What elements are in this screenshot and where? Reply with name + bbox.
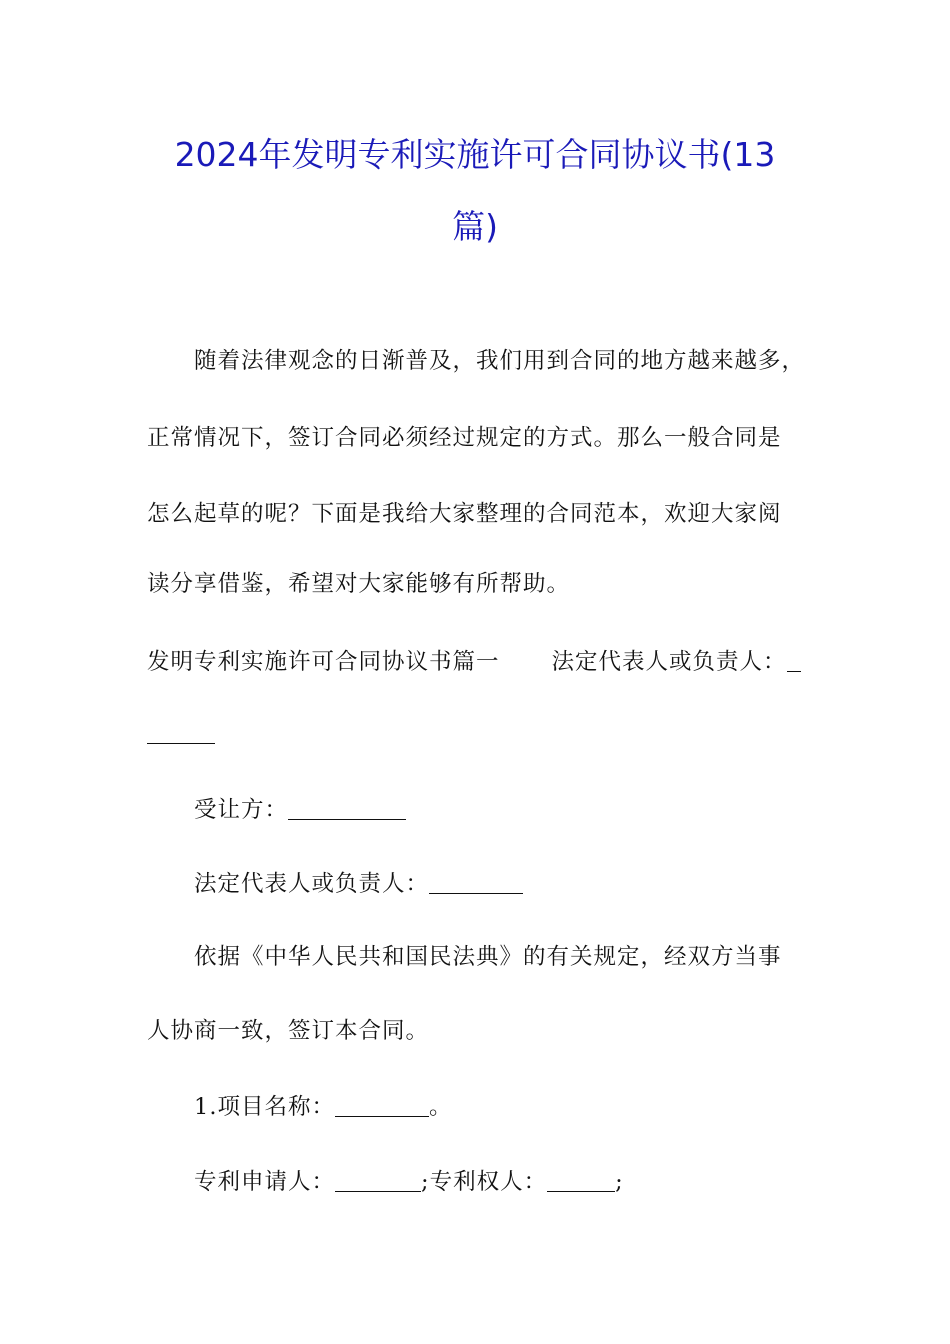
intro-line-3: 怎么起草的呢？下面是我给大家整理的合同范本，欢迎大家阅 [147,501,782,527]
licensee-row [194,796,406,824]
intro-line-1: 随着法律观念的日渐普及，我们用到合同的地方越来越多， [194,348,806,374]
patentee-label: ;专利权人： [421,1169,548,1195]
item1-end: 。 [428,1094,453,1120]
applicant-blank [335,1171,421,1192]
basis-line-1: 依据《中华人民共和国民法典》的有关规定，经双方当事 [194,944,782,970]
item1-row [194,1093,452,1121]
patentee-end: ; [615,1169,624,1195]
intro-line-4: 读分享借鉴，希望对大家能够有所帮助。 [147,571,571,597]
legal-rep-blank-2 [429,873,523,894]
licensee-label: 受让方： [194,797,289,823]
document-title-line-2: 篇) [452,207,498,246]
intro-line-2: 正常情况下，签订合同必须经过规定的方式。那么一般合同是 [147,425,782,451]
legal-rep-row-2 [194,870,523,898]
legal-rep-continuation [147,720,215,748]
licensee-blank [288,799,406,820]
legal-rep-blank-1a [787,651,801,672]
applicant-label: 专利申请人： [194,1169,336,1195]
patentee-blank [547,1171,615,1192]
legal-rep-blank-1b [147,723,215,744]
applicant-row [194,1168,624,1196]
basis-line-2: 人协商一致，签订本合同。 [147,1018,430,1044]
section-heading-row [147,648,801,676]
legal-rep-label-1: 法定代表人或负责人： [551,649,787,675]
legal-rep-label-2: 法定代表人或负责人： [194,871,430,897]
document-title-line-1: 2024年发明专利实施许可合同协议书(13 [174,135,776,174]
item1-label: 1.项目名称： [194,1094,335,1120]
item1-blank [335,1096,429,1117]
section-heading: 发明专利实施许可合同协议书篇一 [147,649,500,675]
